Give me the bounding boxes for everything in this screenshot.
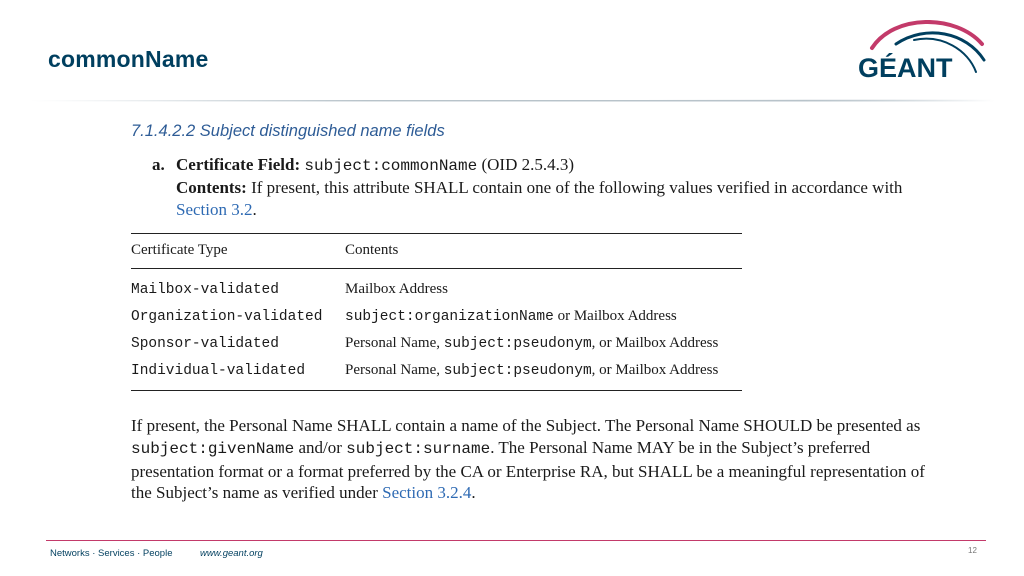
- contents-text: Personal Name,: [345, 361, 444, 378]
- paragraph-text-3: . The Personal Name MAY be in the Subject’s preferred presentation format or a format preferred by the CA or Enterprise RA, but SHALL be a meaningful representation of the Subject’s name as verified under: [131, 437, 925, 503]
- given-name-code: subject:givenName: [131, 439, 295, 458]
- table-row: [131, 356, 742, 391]
- footer-tagline: Networks · Services · People: [50, 548, 173, 559]
- field-oid: (OID 2.5.4.3): [481, 155, 575, 174]
- surname-code: subject:surname: [346, 439, 491, 458]
- logo-text: GÉANT: [858, 53, 953, 82]
- contents-end: .: [252, 200, 257, 219]
- footer-url-link[interactable]: www.geant.org: [200, 548, 263, 559]
- contents-cell: [345, 329, 742, 356]
- section-3-2-link[interactable]: Section 3.2: [176, 200, 253, 219]
- certificate-type-value: Organization-validated: [131, 308, 323, 325]
- contents-code: subject:organizationName: [345, 308, 554, 325]
- contents-label: Contents:: [176, 178, 247, 197]
- page-number: 12: [968, 546, 977, 555]
- list-marker: a.: [152, 155, 165, 174]
- paragraph-text-2: and/or: [298, 437, 342, 457]
- footer-divider: [46, 540, 986, 541]
- section-3-2-4-link[interactable]: Section 3.2.4: [382, 483, 472, 503]
- title-divider: [30, 98, 994, 103]
- certificate-type-value: Sponsor-validated: [131, 335, 279, 352]
- contents-text: or Mailbox Address: [553, 307, 677, 324]
- contents-text: Mailbox Address: [345, 280, 448, 297]
- field-label: Certificate Field:: [176, 155, 301, 174]
- paragraph-text-1: If present, the Personal Name SHALL contain a name of the Subject. The Personal Name SHOULD be presented as: [131, 416, 921, 435]
- header-certificate-type: Certificate Type: [131, 241, 228, 258]
- geant-logo: [856, 20, 988, 82]
- table-row: [131, 269, 742, 303]
- certificate-type-cell: [131, 302, 345, 329]
- certificate-type-cell: [131, 329, 345, 356]
- certificate-type-value: Mailbox-validated: [131, 281, 279, 298]
- field-code: subject:commonName: [304, 157, 478, 175]
- table-row: [131, 329, 742, 356]
- slide-title: commonName: [48, 46, 209, 72]
- contents-code: subject:pseudonym: [443, 362, 592, 379]
- table-row: [131, 302, 742, 329]
- certificate-field-item: [152, 154, 912, 221]
- section-heading: 7.1.4.2.2 Subject distinguished name fields: [131, 122, 445, 140]
- contents-cell: [345, 356, 742, 391]
- contents-text: , or Mailbox Address: [591, 361, 719, 378]
- certificate-type-table: [131, 233, 742, 391]
- contents-text: , or Mailbox Address: [591, 334, 719, 351]
- certificate-type-cell: [131, 356, 345, 391]
- table-body: [131, 269, 742, 391]
- certificate-type-cell: [131, 269, 345, 303]
- table-header-row: [131, 234, 742, 269]
- paragraph-end: .: [471, 483, 476, 503]
- contents-code: subject:pseudonym: [443, 335, 592, 352]
- certificate-type-value: Individual-validated: [131, 362, 306, 379]
- header-contents: Contents: [345, 241, 399, 258]
- contents-text: Personal Name,: [345, 334, 444, 351]
- contents-text: If present, this attribute SHALL contain one of the following values verified in accordance with: [251, 178, 903, 197]
- contents-cell: [345, 269, 742, 303]
- personal-name-paragraph: [131, 415, 931, 504]
- field-description: [176, 154, 912, 221]
- contents-cell: [345, 302, 742, 329]
